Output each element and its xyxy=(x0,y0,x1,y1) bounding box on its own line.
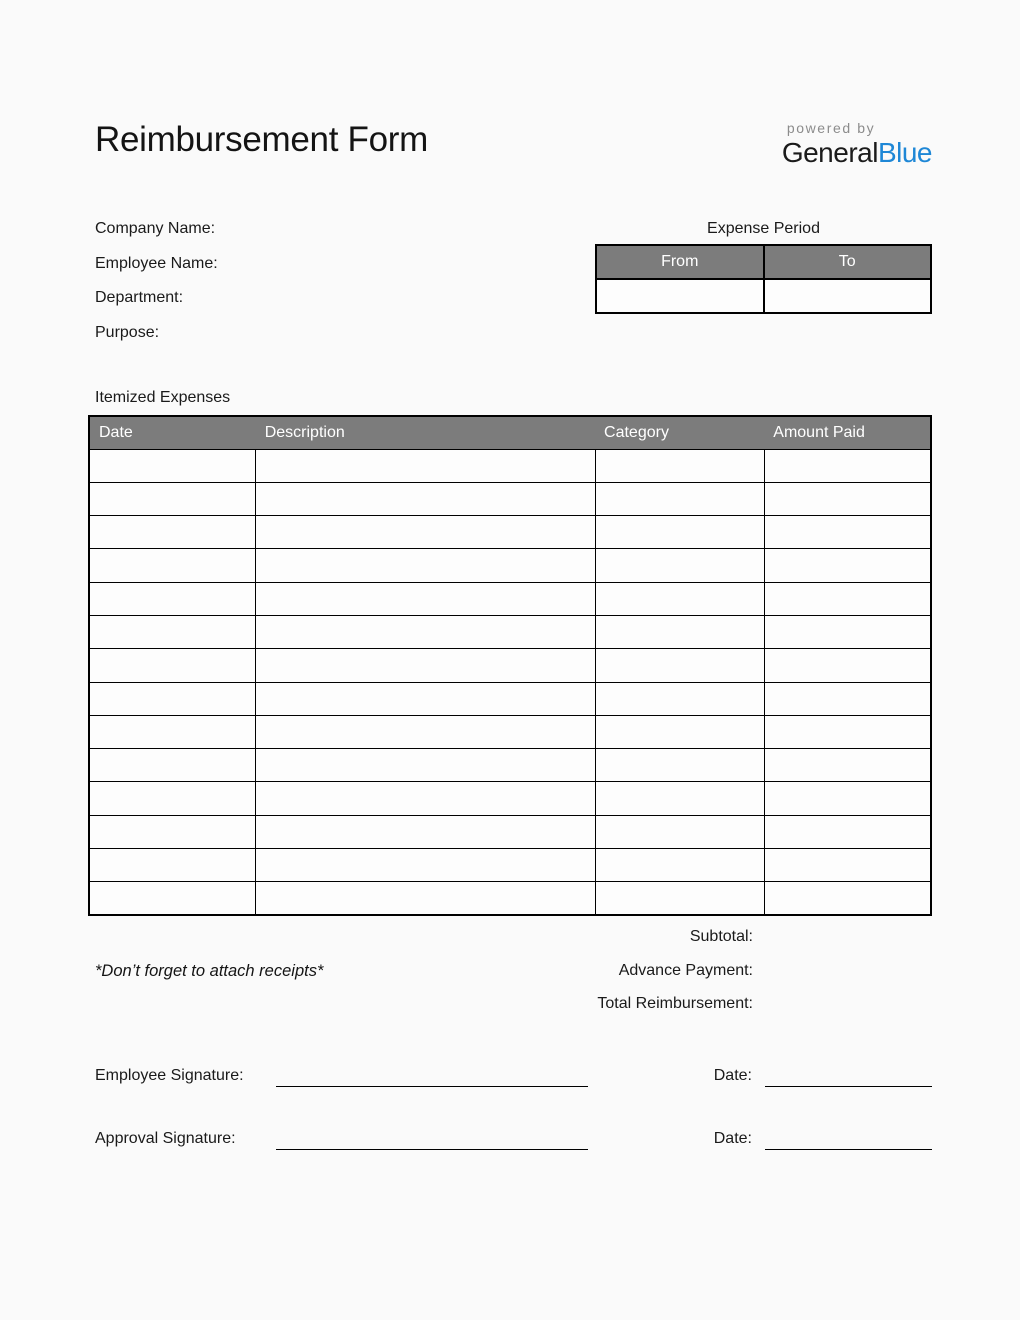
expense-table-cell[interactable] xyxy=(595,715,764,748)
amount-paid-column-header: Amount Paid xyxy=(764,416,931,449)
purpose-value[interactable] xyxy=(167,323,595,358)
expense-table-cell[interactable] xyxy=(256,516,595,549)
expense-table-cell[interactable] xyxy=(595,482,764,515)
total-reimbursement-label: Total Reimbursement: xyxy=(597,995,753,1013)
expense-table-cell[interactable] xyxy=(89,615,256,648)
expense-table-cell[interactable] xyxy=(595,582,764,615)
expense-table-cell[interactable] xyxy=(256,582,595,615)
expense-table-cell[interactable] xyxy=(256,615,595,648)
approval-date-line[interactable] xyxy=(765,1149,932,1150)
expense-table-cell[interactable] xyxy=(256,882,595,915)
employee-signature-label: Employee Signature: xyxy=(95,1067,244,1085)
subtotal-row xyxy=(88,927,932,961)
expense-period-to-value[interactable] xyxy=(764,279,932,313)
expense-table-row xyxy=(89,682,931,715)
company-name-label: Company Name: xyxy=(95,220,216,237)
date-column-header: Date xyxy=(89,416,256,449)
expense-table-row xyxy=(89,815,931,848)
expense-table-cell[interactable] xyxy=(764,815,931,848)
approval-signature-line[interactable] xyxy=(276,1149,588,1150)
expense-table-row xyxy=(89,749,931,782)
expense-table-cell[interactable] xyxy=(595,782,764,815)
expense-table-cell[interactable] xyxy=(256,649,595,682)
subtotal-value[interactable] xyxy=(753,927,932,961)
expense-table-cell[interactable] xyxy=(595,749,764,782)
expense-table-cell[interactable] xyxy=(764,516,931,549)
expense-table-cell[interactable] xyxy=(764,582,931,615)
info-section xyxy=(88,219,932,357)
expense-table-cell[interactable] xyxy=(764,882,931,915)
expense-table-cell[interactable] xyxy=(256,549,595,582)
employee-signature-row xyxy=(88,1066,932,1087)
itemized-body xyxy=(89,449,931,915)
expense-table-cell[interactable] xyxy=(256,749,595,782)
expense-table-cell[interactable] xyxy=(256,782,595,815)
attach-receipts-note: *Don’t forget to attach receipts* xyxy=(95,962,324,981)
department-value[interactable] xyxy=(191,288,595,323)
expense-table-row xyxy=(89,849,931,882)
expense-period-title: Expense Period xyxy=(707,220,820,237)
expense-table-cell[interactable] xyxy=(595,615,764,648)
company-name-field xyxy=(95,219,595,254)
expense-table-cell[interactable] xyxy=(764,449,931,482)
employee-date-line[interactable] xyxy=(765,1086,932,1087)
expense-table-cell[interactable] xyxy=(89,682,256,715)
expense-table-cell[interactable] xyxy=(256,682,595,715)
brand-name-general: General xyxy=(781,137,878,168)
approval-date-label: Date: xyxy=(713,1130,752,1148)
expense-table-cell[interactable] xyxy=(764,715,931,748)
approval-signature-label: Approval Signature: xyxy=(95,1130,236,1148)
approval-signature-row xyxy=(88,1129,932,1150)
expense-table-row xyxy=(89,482,931,515)
expense-period-header-row xyxy=(596,245,931,279)
expense-table-row xyxy=(89,449,931,482)
expense-table-cell[interactable] xyxy=(764,849,931,882)
expense-table-cell[interactable] xyxy=(595,649,764,682)
expense-table-cell[interactable] xyxy=(89,449,256,482)
expense-table-cell[interactable] xyxy=(256,815,595,848)
expense-table-cell[interactable] xyxy=(764,782,931,815)
expense-table-row xyxy=(89,882,931,915)
page-header xyxy=(88,118,932,169)
expense-table-row xyxy=(89,615,931,648)
expense-table-cell[interactable] xyxy=(89,482,256,515)
expense-table-row xyxy=(89,649,931,682)
advance-payment-label: Advance Payment: xyxy=(618,961,753,979)
expense-table-cell[interactable] xyxy=(256,715,595,748)
expense-period-from-value[interactable] xyxy=(596,279,764,313)
expense-table-cell[interactable] xyxy=(256,449,595,482)
employee-name-value[interactable] xyxy=(226,254,595,289)
employee-name-label: Employee Name: xyxy=(95,254,218,272)
total-reimbursement-value[interactable] xyxy=(753,994,932,1028)
expense-table-cell[interactable] xyxy=(595,815,764,848)
expense-period-table xyxy=(595,244,932,314)
expense-table-cell[interactable] xyxy=(764,482,931,515)
itemized-expenses-table xyxy=(88,415,932,916)
expense-table-cell[interactable] xyxy=(595,449,764,482)
expense-table-cell[interactable] xyxy=(595,882,764,915)
expense-table-cell[interactable] xyxy=(89,715,256,748)
category-column-header: Category xyxy=(595,416,764,449)
expense-period-from-header: From xyxy=(596,245,764,279)
itemized-header-row xyxy=(89,416,931,449)
total-reimbursement-row xyxy=(88,994,932,1028)
purpose-field xyxy=(95,323,595,358)
expense-table-row xyxy=(89,582,931,615)
advance-payment-value[interactable] xyxy=(753,961,932,995)
department-label: Department: xyxy=(95,289,184,306)
page-title: Reimbursement Form xyxy=(95,120,429,159)
powered-by-text: powered by xyxy=(786,120,876,136)
purpose-label: Purpose: xyxy=(95,323,160,341)
expense-table-cell[interactable] xyxy=(89,882,256,915)
expense-table-cell[interactable] xyxy=(764,682,931,715)
totals-section xyxy=(88,927,932,1029)
expense-table-cell[interactable] xyxy=(89,782,256,815)
itemized-expenses-label: Itemized Expenses xyxy=(95,389,231,406)
employee-date-label: Date: xyxy=(713,1067,752,1085)
itemized-expenses-section xyxy=(88,389,932,916)
expense-table-cell[interactable] xyxy=(595,682,764,715)
expense-table-row xyxy=(89,715,931,748)
expense-table-row xyxy=(89,549,931,582)
expense-table-cell[interactable] xyxy=(764,615,931,648)
company-name-value[interactable] xyxy=(223,219,595,254)
expense-period-section xyxy=(595,219,932,314)
expense-table-cell[interactable] xyxy=(256,849,595,882)
employee-name-field xyxy=(95,254,595,289)
info-fields xyxy=(88,219,595,357)
brand-name xyxy=(782,136,932,169)
expense-table-cell[interactable] xyxy=(764,649,931,682)
department-field xyxy=(95,288,595,323)
subtotal-label: Subtotal: xyxy=(689,928,753,946)
expense-table-cell[interactable] xyxy=(256,482,595,515)
expense-table-cell[interactable] xyxy=(89,749,256,782)
expense-table-cell[interactable] xyxy=(89,649,256,682)
expense-period-value-row xyxy=(596,279,931,313)
expense-table-cell[interactable] xyxy=(595,849,764,882)
brand-logo xyxy=(782,118,932,169)
reimbursement-form-page xyxy=(88,0,932,1150)
expense-table-cell[interactable] xyxy=(89,516,256,549)
expense-table-cell[interactable] xyxy=(764,549,931,582)
description-column-header: Description xyxy=(256,416,595,449)
expense-table-cell[interactable] xyxy=(89,582,256,615)
expense-period-to-header: To xyxy=(764,245,932,279)
expense-table-cell[interactable] xyxy=(89,815,256,848)
brand-name-blue: Blue xyxy=(877,137,932,168)
expense-table-cell[interactable] xyxy=(595,549,764,582)
expense-table-cell[interactable] xyxy=(595,516,764,549)
expense-table-cell[interactable] xyxy=(89,549,256,582)
expense-table-cell[interactable] xyxy=(89,849,256,882)
expense-table-row xyxy=(89,516,931,549)
expense-table-row xyxy=(89,782,931,815)
employee-signature-line[interactable] xyxy=(276,1086,588,1087)
expense-table-cell[interactable] xyxy=(764,749,931,782)
